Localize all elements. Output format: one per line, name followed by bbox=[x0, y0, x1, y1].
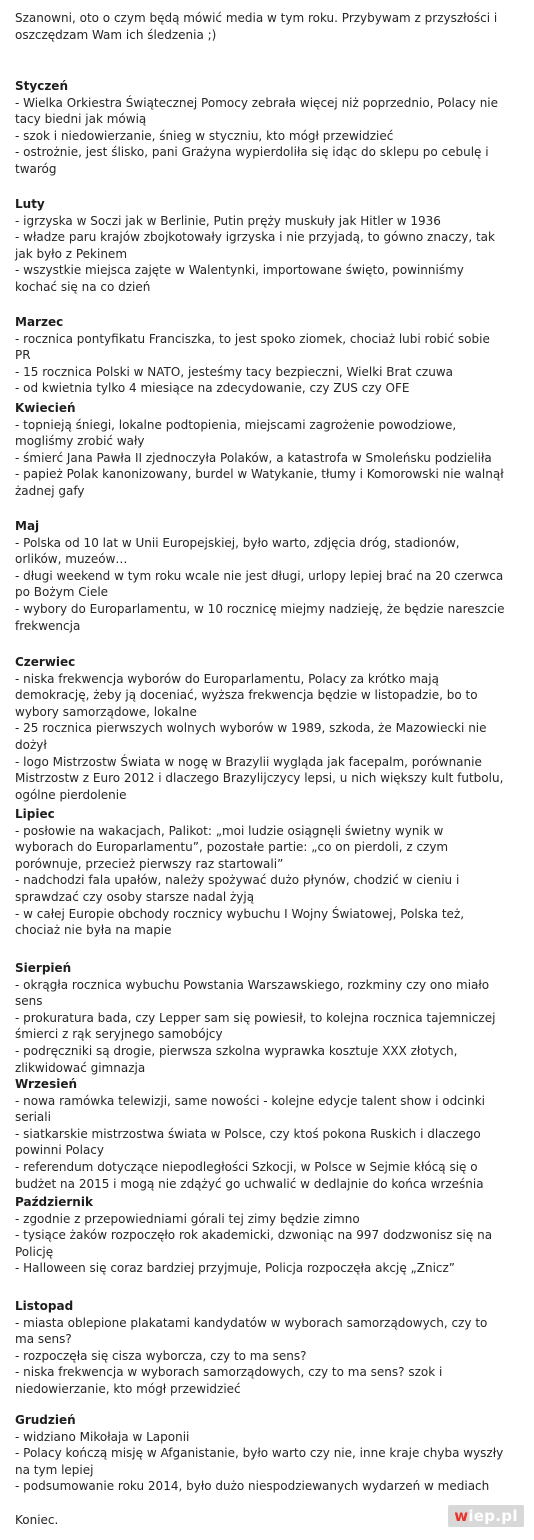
event-item: - śmierć Jana Pawła II zjednoczyła Polaków, a katastrofa w Smoleńsku podzieliła bbox=[15, 450, 492, 465]
month-section bbox=[15, 314, 505, 397]
event-item: - niska frekwencja w wyborach samorządowych, czy to ma sens? szok i niedowierzanie, kto mógł przewidzieć bbox=[15, 1365, 443, 1396]
event-item: - Polacy kończą misję w Afganistanie, było warto czy nie, inne kraje chyba wyszły na tym lepiej bbox=[15, 1446, 504, 1477]
event-item: - 15 rocznica Polski w NATO, jesteśmy tacy bezpieczni, Wielki Brat czuwa bbox=[15, 364, 454, 379]
event-item: - Wielka Orkiestra Świątecznej Pomocy zebrała więcej niż poprzednio, Polacy nie tacy biedni jak mówią bbox=[15, 95, 499, 127]
wiep-logo: wiep.pl bbox=[448, 1505, 524, 1527]
month-section bbox=[15, 78, 505, 178]
month-heading: Grudzień bbox=[15, 1413, 76, 1427]
month-heading: Październik bbox=[15, 1195, 93, 1209]
event-item: - ostrożnie, jest ślisko, pani Grażyna wypierdoliła się idąc do sklepu po cebulę i twaróg bbox=[15, 145, 489, 176]
month-heading: Lipiec bbox=[15, 807, 55, 821]
event-item: - logo Mistrzostw Świata w nogę w Brazylii wygląda jak facepalm, porównanie Mistrzostw z Euro 2012 i dlaczego Brazylijczycy lepsi, u nich większy kult futbolu, ogólne pierdolenie bbox=[15, 754, 504, 802]
intro-text: Szanowni, oto o czym będą mówić media w tym roku. Przybywam z przyszłości i oszczędzam Wam ich śledzenia ;) bbox=[15, 11, 498, 42]
event-item: - referendum dotyczące niepodległości Szkocji, w Polsce w Sejmie kłócą się o budżet na 2015 i mogą nie zdążyć go uchwalić w dedlajnie do końca września bbox=[15, 1159, 484, 1191]
month-section bbox=[15, 960, 505, 1076]
event-item: - 25 rocznica pierwszych wolnych wyborów w 1989, szkoda, że Mazowiecki nie dożył bbox=[15, 721, 487, 752]
closing-text: Koniec. bbox=[15, 1513, 59, 1527]
month-heading: Luty bbox=[15, 197, 45, 211]
event-item: - igrzyska w Soczi jak w Berlinie, Putin pręży muskuły jak Hitler w 1936 bbox=[15, 213, 441, 228]
month-section bbox=[15, 400, 505, 500]
event-item: - długi weekend w tym roku wcale nie jest długi, urlopy lepiej brać na 20 czerwca po Bożym Ciele bbox=[15, 568, 504, 600]
event-item: - Halloween się coraz bardziej przyjmuje, Policja rozpoczęła akcję „Znicz” bbox=[15, 1261, 456, 1276]
event-item: - szok i niedowierzanie, śnieg w styczniu, kto mógł przewidzieć bbox=[15, 128, 394, 143]
event-item: - wybory do Europarlamentu, w 10 rocznicę miejmy nadzieję, że będzie nareszcie frekwencja bbox=[15, 601, 505, 633]
month-heading: Kwiecień bbox=[15, 401, 76, 415]
month-heading: Styczeń bbox=[15, 79, 68, 93]
event-item: - niska frekwencja wyborów do Europarlamentu, Polacy za krótko mają demokrację, żeby ją doceniać, wyższa frekwencja będzie w listopadzie, bo to wybory samorządowe, lokalne bbox=[15, 671, 478, 719]
event-item: - wszystkie miejsca zajęte w Walentynki, importowane święto, powinniśmy kochać się na co dzień bbox=[15, 263, 464, 294]
event-item: - Polska od 10 lat w Unii Europejskiej, było warto, zdjęcia dróg, stadionów, orlików, muzeów… bbox=[15, 535, 460, 567]
event-item: - widziano Mikołaja w Laponii bbox=[15, 1429, 190, 1444]
month-section bbox=[15, 806, 505, 939]
event-item: - posłowie na wakacjach, Palikot: „moi ludzie osiągnęli świetny wynik w wyborach do Europarlamentu”, pozostałe partie: „co on pierdoli, z czym porównuje, przecież pierwszy raz startowali” bbox=[15, 823, 449, 871]
month-section bbox=[15, 654, 505, 803]
month-section bbox=[15, 1412, 505, 1495]
event-item: - od kwietnia tylko 4 miesiące na zdecydowanie, czy ZUS czy OFE bbox=[15, 381, 410, 396]
event-item: - nadchodzi fala upałów, należy spożywać dużo płynów, chodzić w cieniu i sprawdzać czy osoby starsze nadal żyją bbox=[15, 873, 460, 904]
event-item: - miasta oblepione plakatami kandydatów w wyborach samorządowych, czy to ma sens? bbox=[15, 1315, 488, 1347]
event-item: - w całej Europie obchody rocznicy wybuchu I Wojny Światowej, Polska też, chociaż nie była na mapie bbox=[15, 906, 465, 938]
event-item: - rocznica pontyfikatu Franciszka, to jest spoko ziomek, chociaż lubi robić sobie PR bbox=[15, 331, 490, 363]
month-heading: Maj bbox=[15, 519, 40, 533]
event-item: - prokuratura bada, czy Lepper sam się powiesił, to kolejna rocznica tajemniczej śmierci z rąk seryjnego samobójcy bbox=[15, 1010, 496, 1042]
month-heading: Sierpień bbox=[15, 961, 72, 975]
event-item: - siatkarskie mistrzostwa świata w Polsce, czy ktoś pokona Ruskich i dlaczego powinni Polacy bbox=[15, 1126, 481, 1158]
month-section bbox=[15, 1076, 505, 1192]
month-section bbox=[15, 518, 505, 634]
event-item: - zgodnie z przepowiedniami górali tej zimy będzie zimno bbox=[15, 1211, 360, 1226]
month-section bbox=[15, 1194, 505, 1277]
event-item: - okrągła rocznica wybuchu Powstania Warszawskiego, rozkminy czy ono miało sens bbox=[15, 977, 490, 1009]
event-item: - podsumowanie roku 2014, było dużo niespodziewanych wydarzeń w mediach bbox=[15, 1479, 490, 1494]
month-section bbox=[15, 1298, 505, 1398]
event-item: - podręczniki są drogie, pierwsza szkolna wyprawka kosztuje XXX złotych, zlikwidować gimnazja bbox=[15, 1043, 458, 1075]
event-item: - nowa ramówka telewizji, same nowości - kolejne edycje talent show i odcinki seriali bbox=[15, 1093, 486, 1125]
month-heading: Czerwiec bbox=[15, 655, 76, 669]
month-section bbox=[15, 196, 505, 296]
event-item: - władze paru krajów zbojkotowały igrzyska i nie przyjadą, to gówno znaczy, tak jak było z Pekinem bbox=[15, 230, 495, 261]
month-heading: Wrzesień bbox=[15, 1077, 78, 1091]
event-item: - topnieją śniegi, lokalne podtopienia, miejscami zagrożenie powodziowe, mogliśmy zrobić wały bbox=[15, 417, 457, 449]
month-heading: Marzec bbox=[15, 315, 64, 329]
event-item: - rozpoczęła się cisza wyborcza, czy to ma sens? bbox=[15, 1348, 307, 1363]
event-item: - tysiące żaków rozpoczęło rok akademicki, dzwoniąc na 997 dodzwonisz się na Policję bbox=[15, 1228, 493, 1259]
month-heading: Listopad bbox=[15, 1299, 74, 1313]
event-item: - papież Polak kanonizowany, burdel w Watykanie, tłumy i Komorowski nie walnął żadnej gafy bbox=[15, 467, 504, 498]
